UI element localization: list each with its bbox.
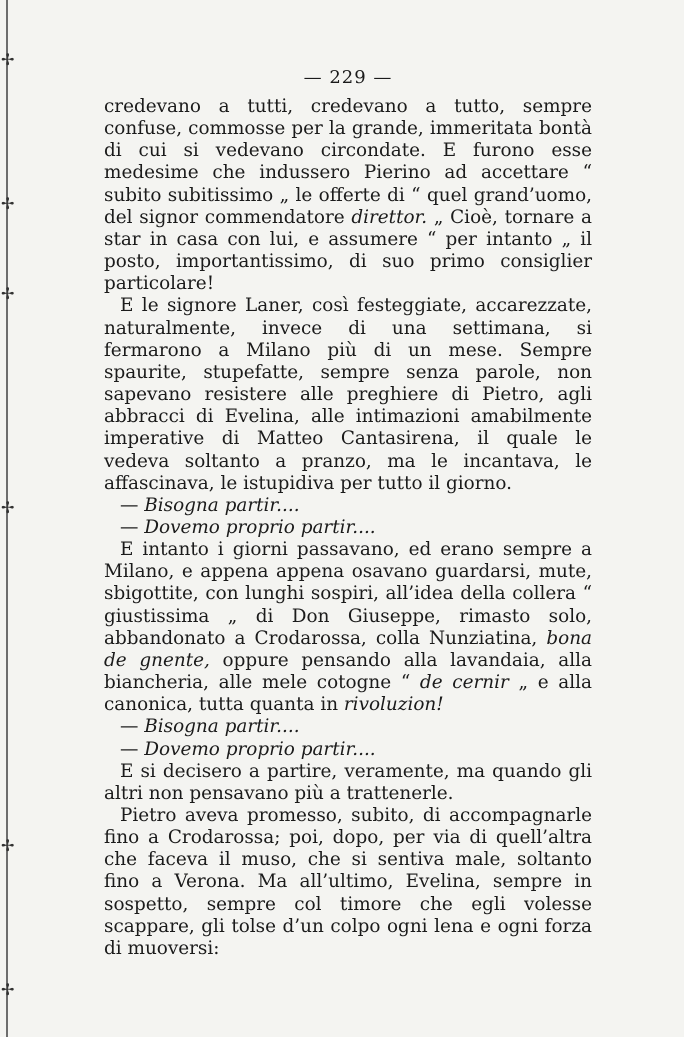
page-text	[104, 96, 592, 960]
edge-mark: ✢	[1, 836, 15, 855]
body-paragraph: E le signore Laner, così festeggiate, accarezzate, naturalmente, invece di una settimana, si fermarono a Milano più di un mese. Sempre spaurite, stupefatte, sempre senza parole, non sapevano resistere alle preghiere di Pietro, agli abbracci di Evelina, alle intimazioni amabilmente imperative di Matteo Cantasirena, il quale le vedeva soltanto a pranzo, ma le incantava, le affascinava, le istupidiva per tutto il giorno.	[104, 295, 592, 494]
body-paragraph: E si decisero a partire, veramente, ma quando gli altri non pensavano più a trattenerle.	[104, 760, 592, 804]
dialogue-line: — Bisogna partir....	[120, 716, 300, 738]
edge-mark: ✢	[1, 498, 15, 517]
edge-mark: ✢	[1, 284, 15, 303]
edge-mark: ✢	[1, 194, 15, 213]
edge-mark: ✢	[1, 50, 15, 69]
book-page	[104, 66, 592, 960]
dialogue-line: — Dovemo proprio partir....	[120, 516, 376, 538]
body-paragraph: Pietro aveva promesso, subito, di accompagnarle fino a Crodarossa; poi, dopo, per via di quell’altra che faceva il muso, che si sentiva male, soltanto fino a Verona. Ma all’ultimo, Evelina, sempre in sospetto, sempre col timore che egli volesse scappare, gli tolse d’un colpo ogni lena e ogni forza di muoversi:	[104, 805, 592, 959]
body-paragraph: E intanto i giorni passavano, ed erano sempre a Milano, e appena appena osavano guardarsi, mute, sbigottite, con lunghi sospiri, all’idea della collera “ giustissima „ di Don Giuseppe, rimasto solo, abbandonato a Crodarossa, colla Nunziatina, bona de gnente, oppure pensando alla lavandaia, alla biancheria, alle mele cotogne “ de cernir „ e alla canonica, tutta quanta in rivoluzion!	[104, 539, 592, 716]
page-number: — 229 —	[303, 67, 393, 88]
scan-binding-edge	[6, 0, 8, 1037]
edge-mark: ✢	[1, 980, 15, 999]
body-paragraph: credevano a tutti, credevano a tutto, sempre confuse, commosse per la grande, immeritata bontà di cui si vedevano circondate. E furono esse medesime che indussero Pierino ad accettare “ subito subitissimo „ le offerte di “ quel grand’uomo, del signor commendatore direttor. „ Cioè, tornare a star in casa con lui, e assumere “ per intanto „ il posto, importantissimo, di suo primo consiglier particolare!	[104, 96, 592, 295]
dialogue-line: — Bisogna partir....	[120, 494, 300, 516]
dialogue-line: — Dovemo proprio partir....	[120, 738, 376, 760]
